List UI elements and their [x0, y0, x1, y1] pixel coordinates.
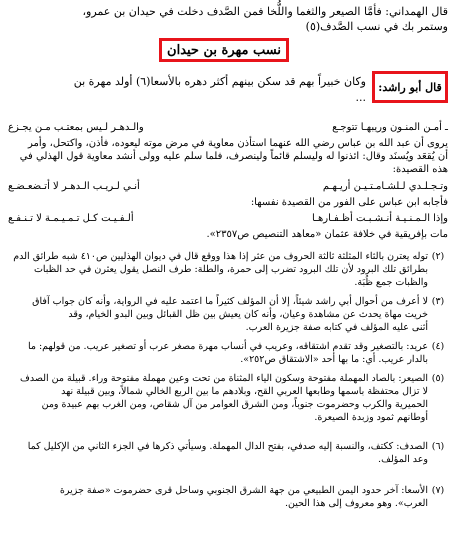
footnote-text	[8, 250, 428, 289]
intro-line-1: وكان خبيراً بهم قد سكن بينهم أكثر دهره بالأسعا(٦) أولد مهرة بن	[73, 75, 366, 88]
text-line: الصيعر: بالصاد المهملة مفتوحة وسكون الياء المثناة من تحت وعين مهملة مفتوحة وراء. قبيلة من الصدف	[20, 373, 428, 384]
footnote	[8, 295, 448, 334]
text-line: وستمر بك في نسب الصَّدف(٥)	[305, 20, 448, 33]
text-line: بطرائق تلك البرود لأن تلك البرود تضرب إلى حمرة، والطلة: طرف النصل يقول يعثرن في حد الظبات	[33, 264, 428, 275]
text-line: الصدف: ككتف، والنسبة إليه صدفي، بفتح الدال المهملة. وسيأتي ذكرها في الجزء الثاني من الإكليل كما	[27, 441, 428, 452]
text-line: العرب». وهو معروف إلى هذا الحين.	[285, 498, 428, 509]
hemistich-right: ـ أمـن المنـون وريبهـا تتوجـع	[332, 122, 448, 133]
text-line: والظبات جمع ظُبَة.	[354, 277, 428, 288]
text-line: خريت مهاة يحدث عن مشاهدة وعيان، وأنه كان يعيش بين ظل القبائل وبين البدو الخيام، وقد	[68, 309, 428, 320]
speaker-label-text: قال أبو راشد:	[378, 80, 442, 94]
speaker-label	[372, 71, 448, 103]
footnote	[8, 340, 448, 366]
footnote	[8, 250, 448, 289]
footnote-number: (٦)	[431, 441, 445, 452]
footnote-number: (٧)	[431, 485, 445, 496]
hemistich-right: وإذا الـمـنـيـة أنـشـبـت أظـفـارهـا	[312, 213, 448, 224]
footnote-number: (٤)	[431, 341, 445, 352]
footnote-number: (٣)	[431, 296, 445, 307]
text-line: لا تزال محتفظة باسمها وطابعها العربي القح، وبلادهم ما بين الربع الخالي شمالاً، وبين قبيلة نهد	[61, 386, 428, 397]
footnote-text	[8, 340, 428, 366]
prose-paragraph-1	[8, 137, 448, 176]
text-line: لا أعرف من أحوال أبي راشد شيئاً، إلا أن المؤلف كثيراً ما اعتمد عليه في الرواية، وأنه كان جواب آفاق	[32, 296, 428, 307]
hemistich-left: ألـفـيـت كـل تـمـيـمـة لا تـنـفـع	[8, 213, 134, 224]
intro-line-2: ...	[355, 91, 366, 104]
footnote-number: (٥)	[431, 373, 445, 384]
text-line: هذه القصيدة:	[392, 164, 448, 175]
prose-paragraph-3: مات بإفريقية في خلافة عثمان «معاهد التنصيص ص٢٣٥٧».	[206, 229, 448, 240]
section-title	[159, 38, 289, 62]
text-line: يروى أن عبد الله بن عباس رضي الله عنهما استأذن معاوية في مرض موته ليعوده، فأذن، واكتحل، وأمر	[28, 138, 448, 149]
text-line: أثنى عليه المؤلف في كتابه صفة جزيرة العرب.	[245, 322, 428, 333]
hemistich-right: وتـجـلـدي لـلشـامـتـيـن أريـهـم	[322, 181, 448, 192]
text-line: عريد: بالتصغير وقد تقدم اشتقاقه، وعريب في أنساب مهرة مصغر عرب أو تصغير عريب. من قولهم: ما	[27, 341, 428, 352]
footnote	[8, 440, 448, 466]
footnote-text	[8, 295, 428, 334]
prose-paragraph-2: فأجابه ابن عباس على الفور من القصيدة نفسها:	[250, 197, 448, 208]
footnote-text	[8, 484, 428, 510]
footnote-text	[8, 372, 428, 424]
text-line: أوطانهم ثمود وزبدة الصيعرة.	[314, 412, 428, 423]
text-line: الحميرية والكرب وحضرموت جنوباً، ومن الشرق العوامر من آل شقاص، ومن الغرب بهم عبيدة ومن	[41, 399, 428, 410]
text-line: توله يعترن بالثاء المثلثة ثالثة الحروف من عثر إذا هذا ووقع قال في ديوان الهذليين ص٤١٠ شبه طرائق الدم	[13, 251, 428, 262]
footnote	[8, 372, 448, 424]
hemistich-left: أنـي لـريـب الـدهـر لا أتـضعـضـع	[8, 181, 140, 192]
hemistich-left: والـدهـر لـيس بمعتـب مـن يجـزع	[8, 122, 144, 133]
poem-verse-2	[8, 180, 448, 193]
section-title-text: نسب مهرة بن حيدان	[167, 42, 281, 58]
poem-verse-1	[8, 121, 448, 134]
text-line: الأسعا: آخر حدود اليمن الطبيعي من جهة الشرق الجنوبي وساحل قرى حضرموت «صفة جزيرة	[59, 485, 428, 496]
text-line: بالدار عريب. أي: ما بها أحد «الاشتقاق ص٢٥٢».	[240, 354, 428, 365]
footnote-number: (٢)	[431, 251, 445, 262]
text-line: وعد المؤلف.	[378, 454, 428, 465]
text-line: قال الهمداني: فأمَّا الصيعر والثغما واللُّخا فمن الصَّدف دخلت في حيدان بن عمرو،	[82, 5, 448, 18]
poem-verse-3	[8, 212, 448, 225]
text-line: أن يُقعَد ويُسنَد وقال: ائذنوا له وليسلم قائماً ولينصرف، فلما سلم عليه وولى أنشد معاوية قول الهذلي في	[19, 151, 448, 162]
footnote-text	[8, 440, 428, 466]
footnote	[8, 484, 448, 510]
opening-paragraph	[8, 4, 448, 34]
